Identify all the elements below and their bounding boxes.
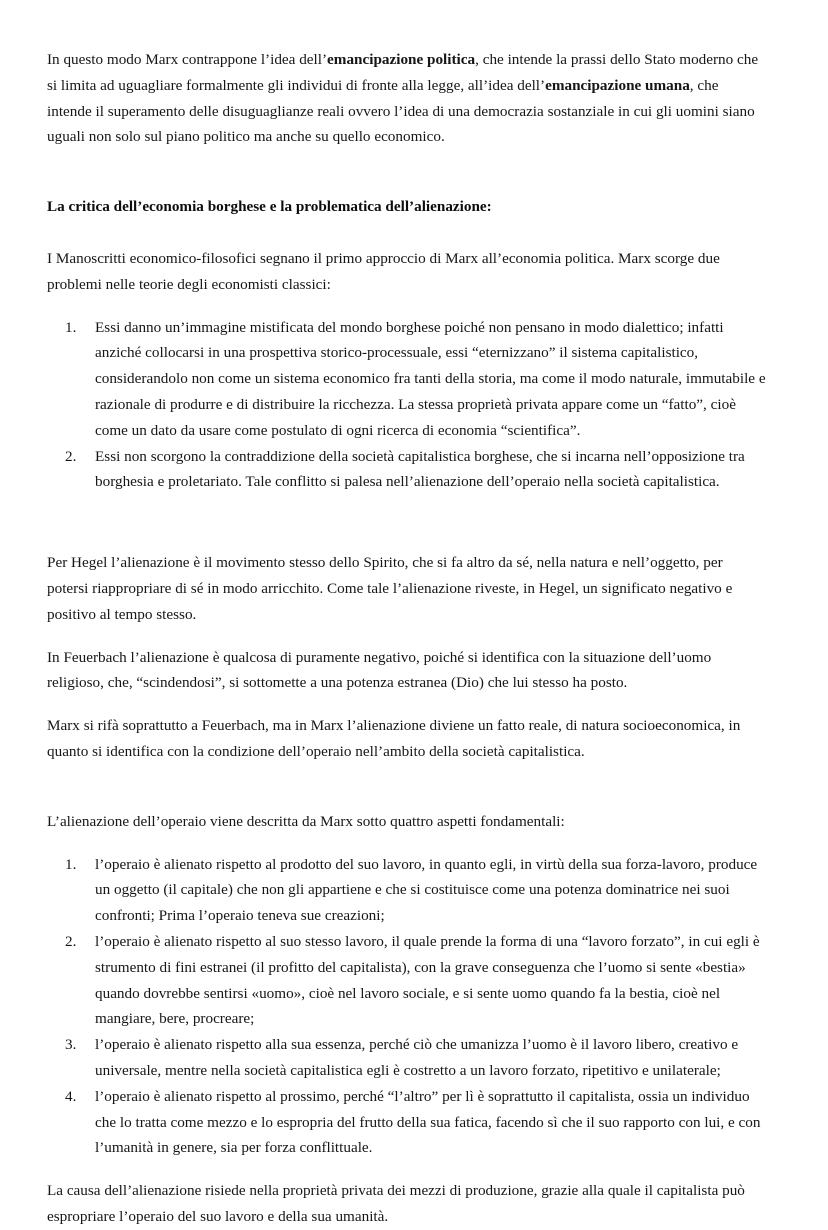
list-marker: 2.	[65, 932, 77, 950]
paragraph-quattro-aspetti: L’alienazione dell’operaio viene descritta da Marx sotto quattro aspetti fondamentali:	[47, 812, 565, 830]
spacer	[47, 765, 759, 809]
numbered-list-problemi	[47, 315, 771, 496]
bold-emancipazione-politica: emancipazione politica	[327, 51, 476, 68]
section-heading-critica-economia: La critica dell’economia borghese e la problematica dell’alienazione:	[47, 198, 492, 216]
list-item-text: l’operaio è alienato rispetto al suo stesso lavoro, il quale prende la forma di una “lavoro forzato”, in cui egli è strumento di fini estranei (il profitto del capitalista), con la grave conseguenza che l’uomo si sente «bestia» quando dovrebbe sentirsi «uomo», cioè nel lavoro sociale, e si sente uomo quando fa la bestia, cioè nel mangiare, bere, procreare;	[95, 932, 760, 1028]
paragraph-feuerbach: In Feuerbach l’alienazione è qualcosa di puramente negativo, poiché si identifica con la situazione dell’uomo religioso, che, “scindendosi”, si sottomette a una potenza estranea (Dio) che lui stesso ha posto.	[47, 648, 712, 692]
list-item	[47, 1032, 771, 1084]
paragraph-causa-alienazione: La causa dell’alienazione risiede nella proprietà privata dei mezzi di produzione, grazie alla quale il capitalista può espropriare l’operaio del suo lavoro e della sua umanità.	[47, 1182, 745, 1225]
bold-emancipazione-umana: emancipazione umana	[545, 76, 690, 94]
spacer	[47, 220, 759, 246]
spacer	[47, 495, 759, 550]
paragraph-text-run: , che intende il superamento delle disuguaglianze reali ovvero l’idea di una democrazia sostanziale in cui gli uomini siano uguali non solo sul piano politico ma anche su quello economico.	[47, 76, 755, 146]
list-marker: 1.	[65, 318, 77, 336]
list-item	[47, 1084, 771, 1161]
list-marker: 3.	[65, 1036, 77, 1054]
list-marker: 4.	[65, 1087, 77, 1105]
spacer	[47, 835, 759, 852]
list-item	[47, 315, 771, 444]
list-marker: 2.	[65, 447, 77, 465]
paragraph-hegel: Per Hegel l’alienazione è il movimento stesso dello Spirito, che si fa altro da sé, nella natura e nell’oggetto, per potersi riappropriare di sé in modo arricchito. Come tale l’alienazione riveste, in Hegel, un significato negativo e positivo al tempo stesso.	[47, 554, 733, 623]
paragraph-text-run: , che intende la prassi dello Stato moderno che si limita ad uguagliare formalmente gli individui di fronte alla legge, all’idea dell’	[47, 51, 759, 94]
spacer	[47, 150, 759, 194]
spacer	[47, 696, 759, 713]
list-item-text: l’operaio è alienato rispetto alla sua essenza, perché ciò che umanizza l’uomo è il lavoro libero, creativo e universale, mentre nella società capitalistica egli è costretto a un lavoro forzato, ripetitivo e unilaterale;	[95, 1036, 739, 1079]
document-body	[47, 47, 766, 1230]
spacer	[47, 628, 759, 645]
list-item	[47, 444, 771, 496]
list-item-text: Essi non scorgono la contraddizione della società capitalistica borghese, che si incarna nell’opposizione tra borghesia e proletariato. Tale conflitto si palesa nell’alienazione dell’operaio nella società capitalistica.	[95, 447, 745, 491]
spacer	[47, 298, 759, 315]
paragraph-manoscritti: I Manoscritti economico-filosofici segnano il primo approccio di Marx all’economia politica. Marx scorge due problemi nelle teorie degli economisti classici:	[47, 249, 720, 293]
list-item-text: l’operaio è alienato rispetto al prodotto del suo lavoro, in quanto egli, in virtù della sua forza-lavoro, produce un oggetto (il capitale) che non gli appartiene e che si costituisce come una potenza dominatrice nei suoi confronti; Prima l’operaio teneva sue creazioni;	[95, 855, 758, 925]
paragraph-text-run: In questo modo Marx contrappone l’idea dell’	[47, 51, 328, 68]
paragraph-emancipazione	[47, 47, 759, 150]
list-item-text: Essi danno un’immagine mistificata del mondo borghese poiché non pensano in modo dialettico; infatti anziché collocarsi in una prospettiva storico-processuale, essi “eternizzano” il sistema capitalistico, considerandolo non come un sistema economico fra tanti della storia, ma come il modo naturale, immutabile e razionale di produrre e di distribuire la ricchezza. La stessa proprietà privata appare come un “fatto”, cioè come un dato da usare come postulato di ogni ricerca di economia “scientifica”.	[95, 318, 766, 439]
spacer	[47, 1161, 759, 1178]
list-item	[47, 929, 771, 1032]
list-item	[47, 852, 771, 929]
list-item-text: l’operaio è alienato rispetto al prossimo, perché “l’altro” per lì è soprattutto il capitalista, ossia un individuo che lo tratta come mezzo e lo espropria del frutto della sua fatica, facendo sì che il suo rapporto con lui, e con l’umanità in genere, sia per forza conflittuale.	[95, 1087, 761, 1157]
paragraph-marx-rifa: Marx si rifà soprattutto a Feuerbach, ma in Marx l’alienazione diviene un fatto reale, di natura socioeconomica, in quanto si identifica con la condizione dell’operaio nell’ambito della società capitalistica.	[47, 717, 741, 760]
list-marker: 1.	[65, 855, 77, 873]
numbered-list-aspetti-alienazione	[47, 852, 771, 1162]
